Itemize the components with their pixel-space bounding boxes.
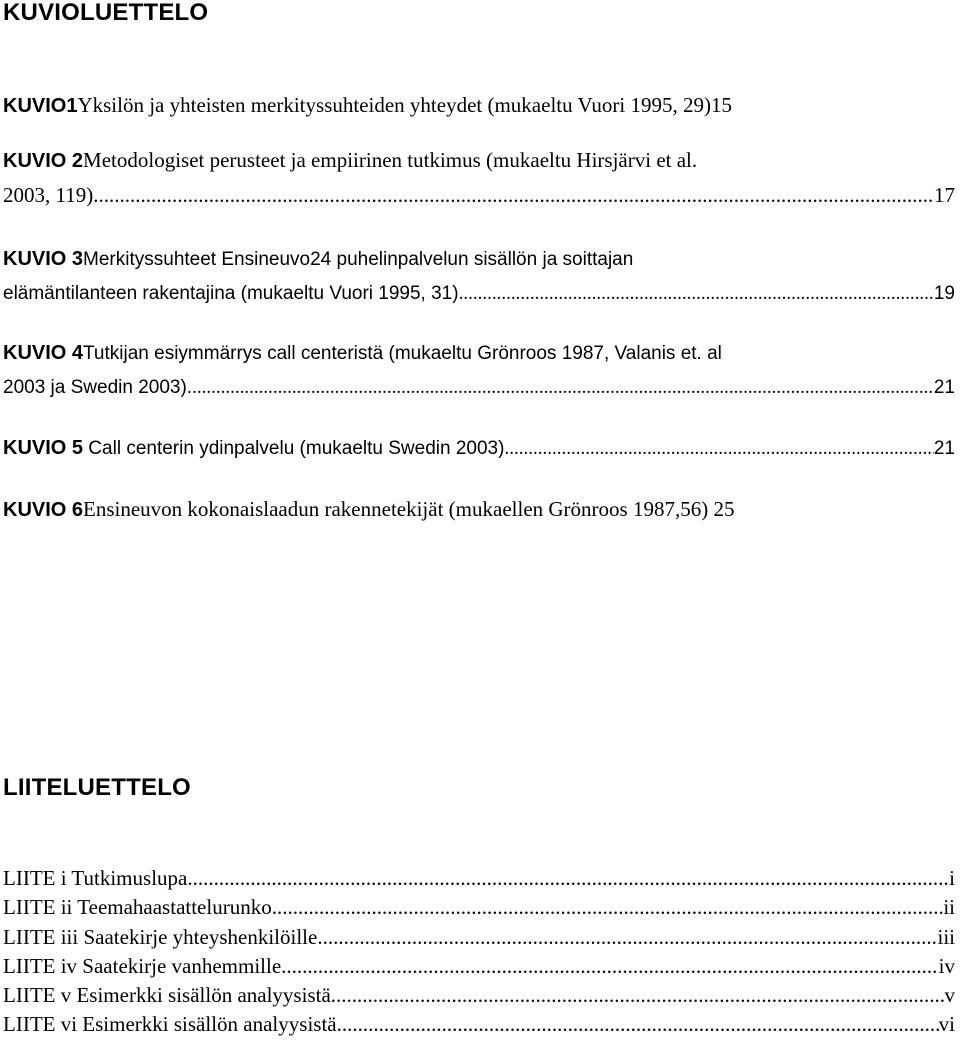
figure-entry-1 (3, 88, 955, 123)
appendix-entry (3, 1010, 955, 1039)
figure-title-continued: 2003, 119). (3, 183, 99, 207)
appendix-title: LIITE i Tutkimuslupa (3, 866, 188, 890)
leader-dots (187, 864, 949, 893)
figure-page-number: 21 (933, 438, 955, 459)
leader-dots (331, 981, 945, 1010)
figure-page-number: 19 (933, 283, 955, 304)
appendices-list (3, 864, 955, 1040)
figure-entry-line (3, 277, 955, 311)
figure-title-line (3, 431, 504, 466)
appendix-page-number: v (944, 983, 955, 1008)
figure-label: KUVIO1 (3, 95, 78, 117)
appendix-title: LIITE iv Saatekirje vanhemmille (3, 953, 282, 978)
figure-label: KUVIO 5 (3, 437, 84, 459)
figure-title-continued: elämäntilanteen rakentajina (mukaeltu Vuori 1995, 31) (3, 283, 459, 304)
figure-entry-line (3, 242, 955, 277)
figure-entry-line (3, 336, 955, 371)
figure-title: Ensineuvon kokonaislaadun rakennetekijät (mukaellen Grönroos 1987,56) 25 (83, 497, 735, 521)
leader-dots (504, 432, 933, 466)
appendix-entry (3, 981, 955, 1010)
appendix-page-number: ii (943, 895, 955, 920)
appendix-title: LIITE ii Teemahaastattelurunko (3, 895, 272, 920)
figure-title: Call centerin ydinpalvelu (mukaeltu Swedin 2003) (83, 438, 505, 459)
appendix-title: LIITE vi Esimerkki sisällön analyysistä (3, 1012, 337, 1037)
leader-dots (281, 952, 939, 981)
appendix-page-number: i (949, 866, 955, 890)
figure-label: KUVIO 6 (3, 499, 84, 521)
leader-dots (459, 277, 934, 311)
appendices-heading: LIITELUETTELO (3, 774, 191, 801)
leader-dots (192, 371, 934, 405)
figure-label: KUVIO 2 (3, 150, 84, 172)
leader-dots (98, 178, 934, 212)
figures-heading: KUVIOLUETTELO (3, 0, 209, 26)
appendix-title: LIITE v Esimerkki sisällön analyysistä (3, 983, 331, 1008)
appendix-entry (3, 952, 955, 981)
figure-label: KUVIO 3 (3, 248, 84, 270)
leader-dots (337, 1010, 939, 1039)
appendix-page-number: iii (937, 924, 955, 949)
leader-dots (317, 923, 937, 952)
figure-entry-line (3, 371, 955, 405)
figure-title: Metodologiset perusteet ja empiirinen tutkimus (mukaeltu Hirsjärvi et al. (83, 148, 698, 172)
figure-entry-5 (3, 431, 955, 466)
figure-entry-3 (3, 242, 955, 311)
figure-title: Tutkijan esiymmärrys call centeristä (mukaeltu Grönroos 1987, Valanis et. al (83, 343, 722, 364)
figure-title-continued: 2003 ja Swedin 2003). (3, 377, 193, 398)
appendix-page-number: vi (938, 1012, 955, 1037)
appendix-entry (3, 893, 955, 922)
appendix-entry (3, 864, 955, 893)
figure-page-number: 21 (933, 377, 955, 398)
figure-label: KUVIO 4 (3, 342, 84, 364)
figure-entry-6 (3, 492, 955, 527)
figure-entry-line (3, 431, 955, 466)
figure-entry-line (3, 178, 955, 212)
figure-page-number: 17 (934, 183, 955, 207)
figure-title: Yksilön ja yhteisten merkityssuhteiden yhteydet (mukaeltu Vuori 1995, 29)15 (77, 93, 732, 117)
figure-entry-2 (3, 143, 955, 212)
figure-entry-4 (3, 336, 955, 405)
figure-entry-line (3, 143, 955, 178)
figure-entry-line (3, 88, 955, 123)
figure-entry-line (3, 492, 955, 527)
leader-dots (272, 893, 944, 922)
appendix-page-number: iv (938, 953, 955, 978)
figure-title: Merkityssuhteet Ensineuvo24 puhelinpalvelun sisällön ja soittajan (83, 249, 634, 270)
appendix-title: LIITE iii Saatekirje yhteyshenkilöille (3, 924, 318, 949)
appendix-entry (3, 923, 955, 952)
